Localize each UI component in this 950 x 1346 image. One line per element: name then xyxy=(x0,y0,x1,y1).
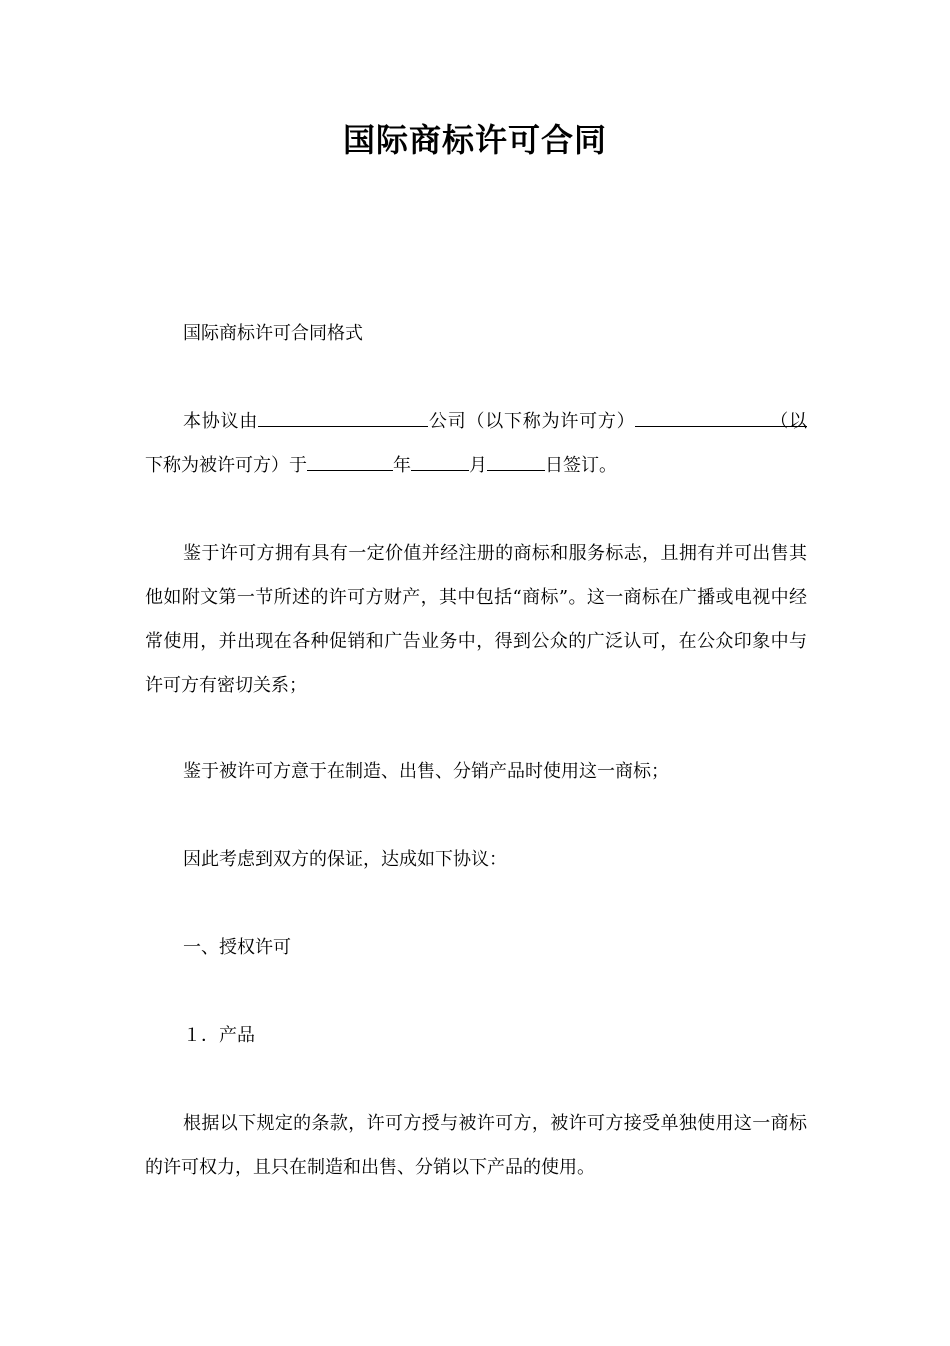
whereas-paragraph-1: 鉴于许可方拥有具有一定价值并经注册的商标和服务标志，且拥有并可出售其他如附文第一节所述的许可方财产，其中包括“商标”。这一商标在广播或电视中经常使用，并出现在各种促销和广告业务中，得到公众的广泛认可，在公众印象中与许可方有密切关系； xyxy=(145,543,807,696)
blank-year xyxy=(307,452,393,471)
agreement-text-1: 本协议由 xyxy=(183,411,259,432)
blank-month xyxy=(411,452,469,471)
agreement-text-3: （以下称为被许可方）于 xyxy=(145,411,808,476)
agreement-text-6: 日签订。 xyxy=(545,455,617,476)
grant-paragraph: 根据以下规定的条款，许可方授与被许可方，被许可方接受单独使用这一商标的许可权力，且只在制造和出售、分销以下产品的使用。 xyxy=(145,1113,807,1178)
document-title: 国际商标许可合同 xyxy=(342,121,607,159)
agreement-paragraph xyxy=(145,400,807,488)
section-heading-1: 一、授权许可 xyxy=(183,937,291,958)
blank-licensor-name xyxy=(258,408,428,427)
agreement-text-4: 年 xyxy=(393,455,411,476)
whereas-paragraph-2: 鉴于被许可方意于在制造、出售、分销产品时使用这一商标； xyxy=(183,761,669,782)
item-heading-1: １．产品 xyxy=(183,1025,255,1046)
blank-day xyxy=(487,452,545,471)
document-subtitle: 国际商标许可合同格式 xyxy=(183,323,363,344)
agreement-text-2: 公司（以下称为许可方） xyxy=(428,411,636,432)
therefore-paragraph: 因此考虑到双方的保证，达成如下协议： xyxy=(183,849,507,870)
agreement-text-5: 月 xyxy=(469,455,487,476)
